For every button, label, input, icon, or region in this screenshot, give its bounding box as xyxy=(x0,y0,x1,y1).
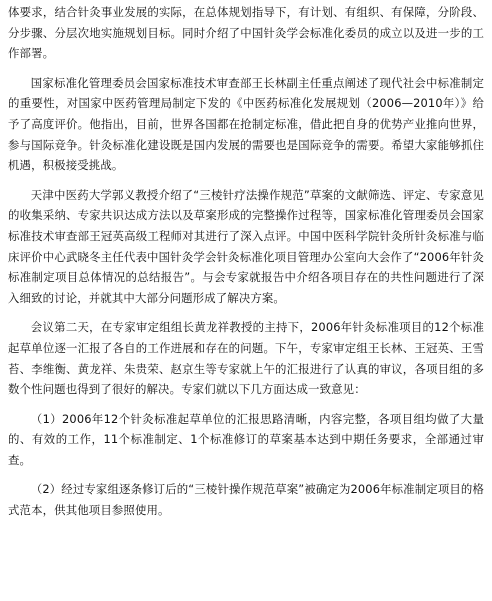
paragraph-wang-changlin-speech: 国家标准化管理委员会国家标准技术审查部王长林副主任重点阐述了现代社会中标准制定的重要性，对国家中医药管理局制定下发的《中医药标准化发展规划（2006—2010年）》给予了高度评价。他指出，目前，世界各国都在抢制定标准，借此把自身的优势产业推向世界，参与国际竞争。针灸标准化建设既是国内发展的需要也是国际竞争的需要。希望大家能够抓住机遇，积极接受挑战。 xyxy=(8,75,484,173)
paragraph-guo-yi-report: 天津中医药大学郭义教授介绍了“三棱针疗法操作规范”草案的文献筛选、评定、专家意见的收集采纳、专家共识达成方法以及草案形成的完整操作过程等，国家标准化管理委员会国家标准技术审查部王冠英高级工程师对其进行了深入点评。中国中医科学院针灸所针灸标准与临床评价中心武晓冬主任代表中国针灸学会针灸标准化项目管理办公室向大会作了“2006年针灸标准制定项目总体情况的总结报告”。与会专家就报告中介绍各项目存在的共性问题进行了深入细致的讨论，并就其中大部分问题形成了解决方案。 xyxy=(8,187,484,305)
paragraph-item-2: （2）经过专家组逐条修订后的“三棱针操作规范草案”被确定为2006年标准制定项目的格式范本，供其他项目参照使用。 xyxy=(8,482,484,518)
paragraph-item-1: （1）2006年12个针灸标准起草单位的汇报思路清晰，内容完整，各项目组均做了大量的、有效的工作，11个标准制定、1个标准修订的草案基本达到中期任务要求，全部通过审查。 xyxy=(8,411,484,467)
paragraph-intro-continuation: 体要求，结合针灸事业发展的实际，在总体规划指导下，有计划、有组织、有保障，分阶段、分步骤、分层次地实施规划目标。同时介绍了中国针灸学会标准化委员的成立以及进一步的工作部署。 xyxy=(8,5,484,61)
paragraph-second-day: 会议第二天，在专家审定组组长黄龙祥教授的主持下，2006年针灸标准项目的12个标准起草单位逐一汇报了各自的工作进展和存在的问题。下午，专家审定组王长林、王冠英、王雪苔、李维衡、黄龙祥、朱贵荣、赵京生等专家就上午的汇报进行了认真的审议，各项目组的多数个性问题也得到了很好的解决。专家们就以下几方面达成一致意见： xyxy=(8,320,484,397)
